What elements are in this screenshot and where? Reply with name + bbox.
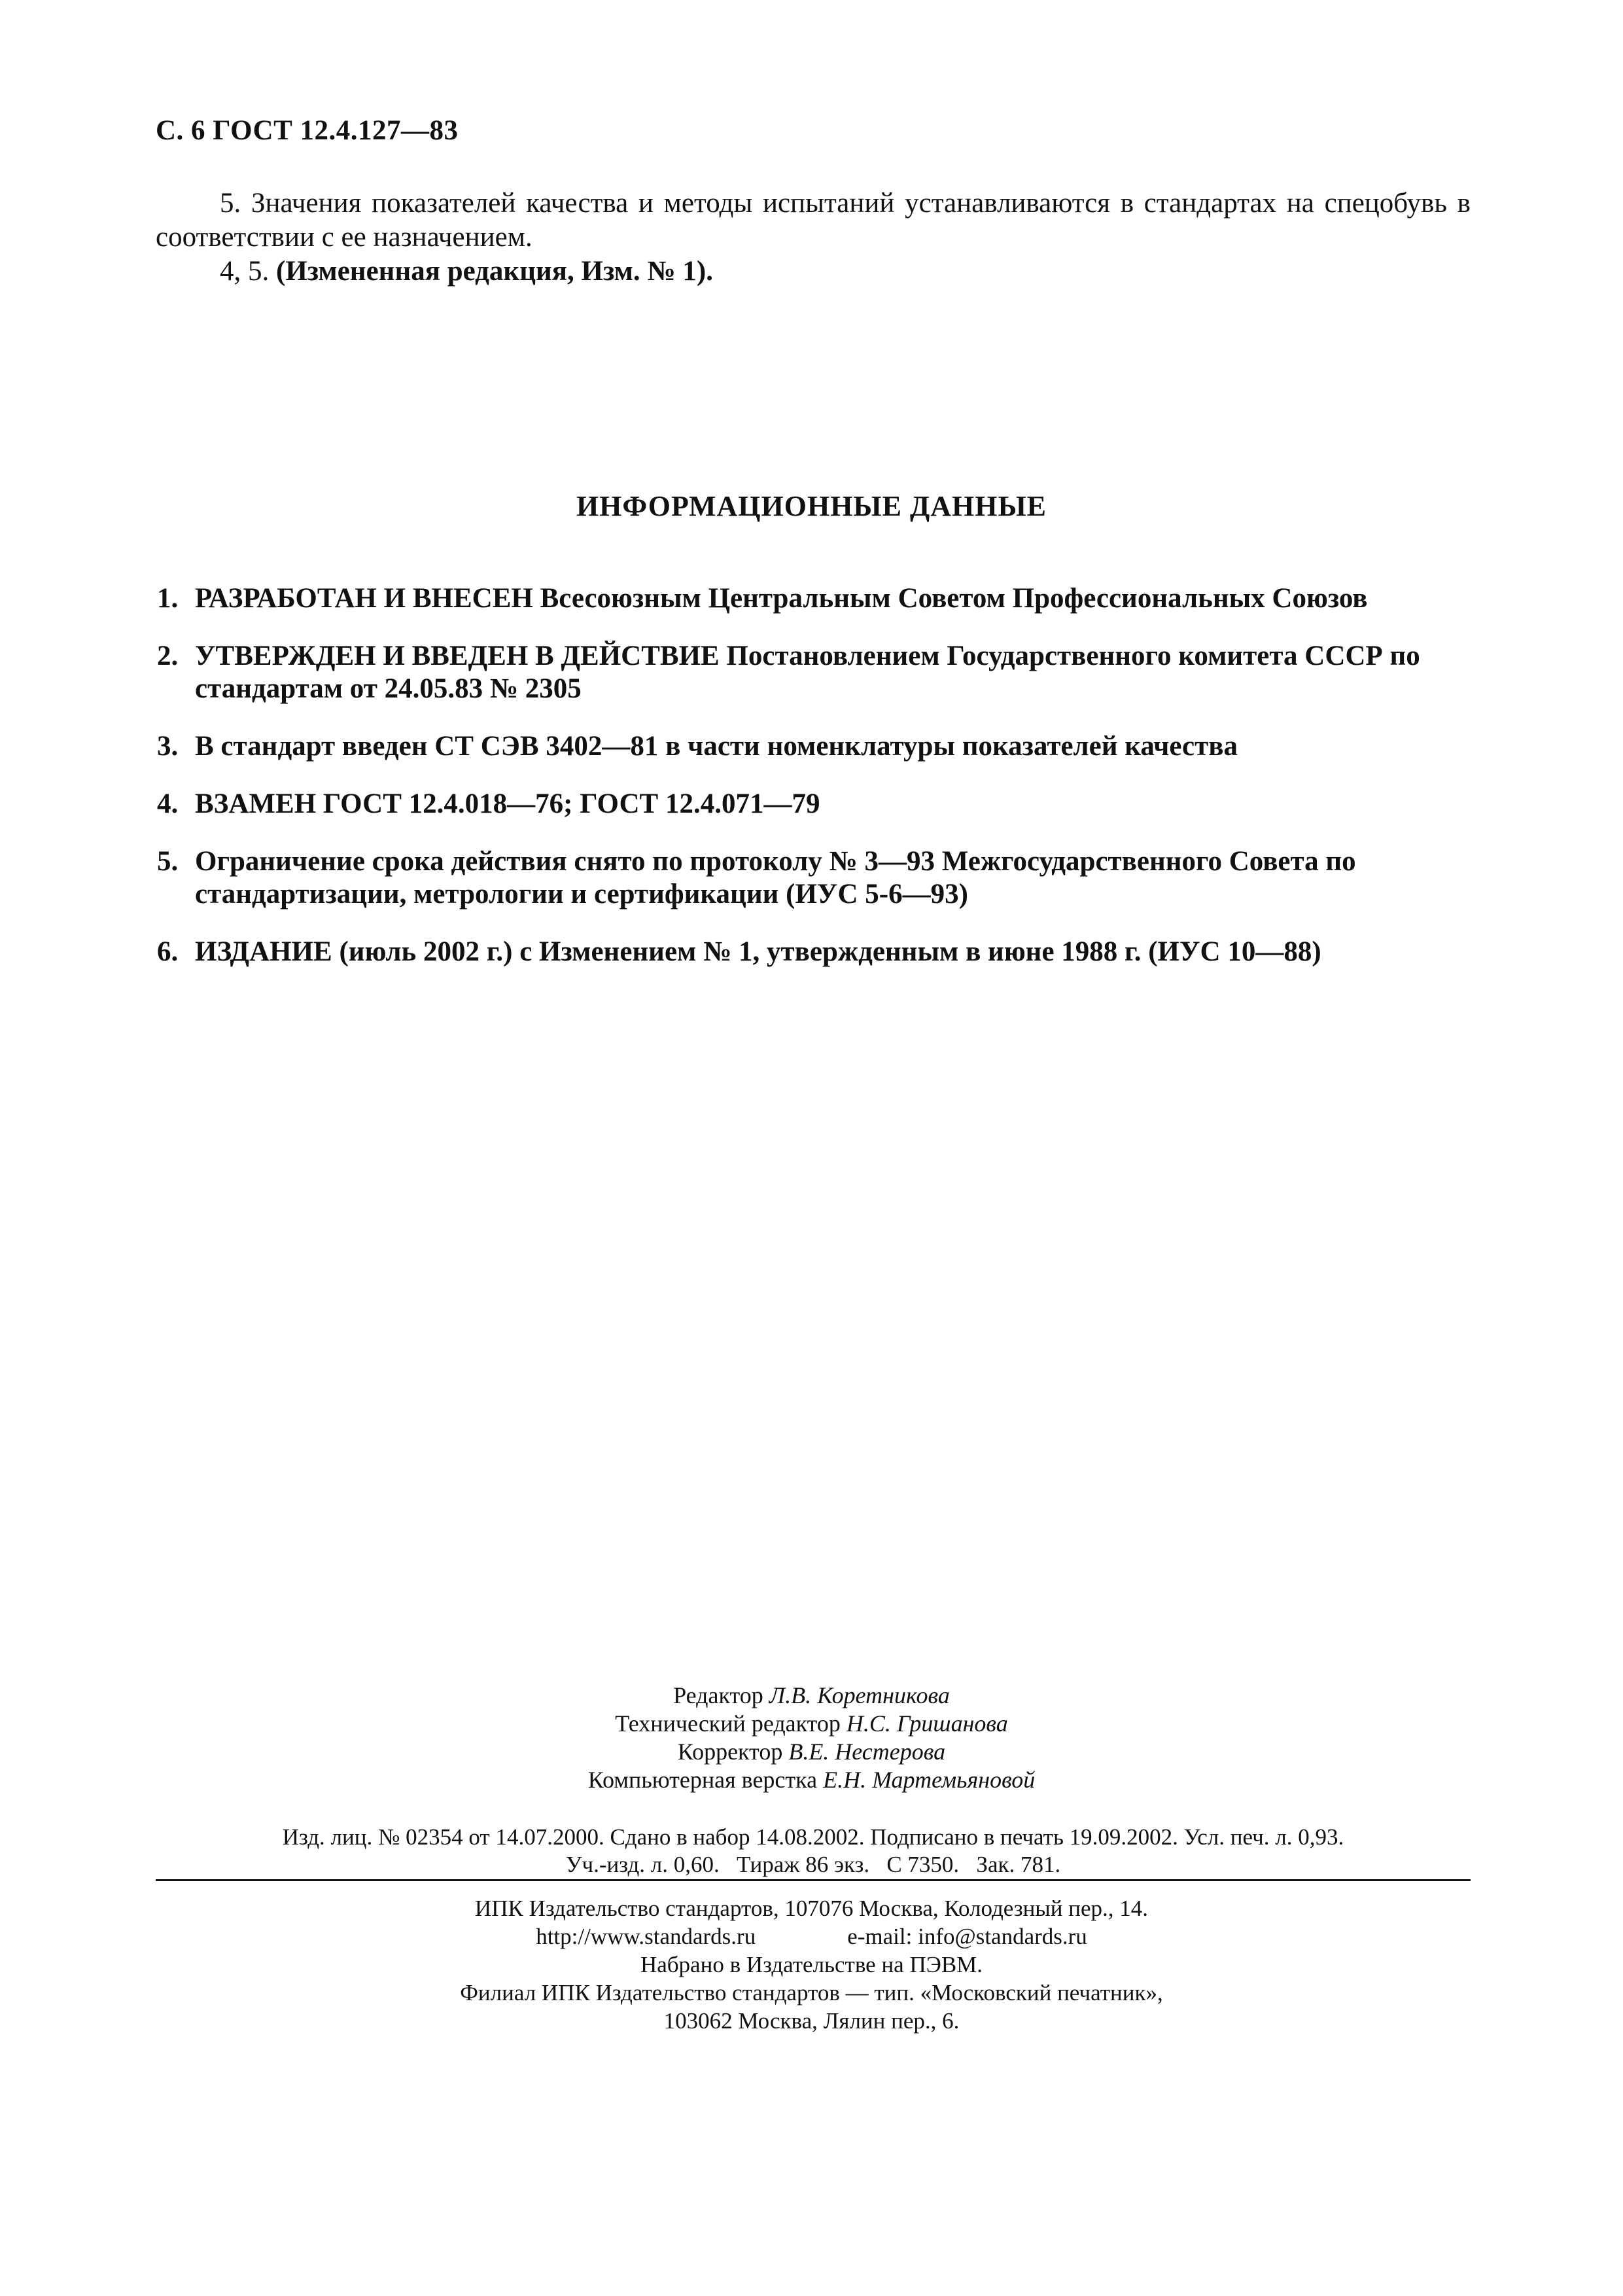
publisher-email: e-mail: info@standards.ru [847,1924,1087,1949]
info-item [157,936,1472,968]
credit-layout [0,1766,1623,1794]
credit-tech-editor [0,1710,1623,1738]
info-item-text: УТВЕРЖДЕН И ВВЕДЕН В ДЕЙСТВИЕ Постановлением Государственного комитета СССР по стандартам от 24.05.83 № 2305 [195,641,1420,704]
info-item [157,582,1472,615]
info-item-text: ВЗАМЕН ГОСТ 12.4.018—76; ГОСТ 12.4.071—79 [195,788,820,819]
info-item-number: 4. [157,788,179,819]
horizontal-rule [156,1879,1471,1881]
info-item-text: Ограничение срока действия снято по протоколу № 3—93 Межгосударственного Совета по стандартизации, метрологии и сертификации (ИУС 5-6—93) [195,846,1356,910]
credit-person: Л.В. Коретникова [769,1682,950,1708]
credit-role: Корректор [677,1739,783,1765]
imprint-block [156,1824,1471,1879]
info-item-number: 2. [157,641,179,671]
intro-section [156,186,1471,289]
info-section-title: ИНФОРМАЦИОННЫЕ ДАННЫЕ [576,490,1047,522]
publisher-website: http://www.standards.ru [536,1924,756,1949]
info-item-text: В стандарт введен СТ СЭВ 3402—81 в части номенклатуры показателей качества [195,731,1238,762]
info-item-text: ИЗДАНИЕ (июль 2002 г.) с Изменением № 1, утвержденным в июне 1988 г. (ИУС 10—88) [195,936,1321,967]
amendment-text: (Измененная редакция, Изм. № 1). [276,256,713,287]
amendment-ref: 4, 5. [220,256,270,287]
publisher-branch-address: 103062 Москва, Лялин пер., 6. [663,2008,960,2034]
info-list [157,582,1472,993]
credits-block [0,1682,1623,1794]
info-item-number: 5. [157,846,179,877]
credit-role: Компьютерная верстка [587,1767,818,1793]
paragraph-5: 5. Значения показателей качества и методы испытаний устанавливаются в стандартах на спецобувь в соответствии с ее назначением. [156,188,1471,253]
credit-person: Е.Н. Мартемьяновой [823,1767,1036,1793]
info-item [157,730,1472,763]
amendment-note [156,255,1471,289]
publisher-branch: Филиал ИПК Издательство стандартов — тип. «Московский печатник», [460,1980,1163,2005]
info-item-text: РАЗРАБОТАН И ВНЕСЕН Всесоюзным Центральным Советом Профессиональных Союзов [195,583,1368,614]
publisher-typeset-note: Набрано в Издательстве на ПЭВМ. [640,1952,983,1977]
imprint-line: Уч.-изд. л. 0,60. Тираж 86 экз. С 7350. Зак. 781. [565,1852,1061,1877]
credit-person: В.Е. Нестерова [788,1739,946,1765]
credit-proofreader [0,1738,1623,1766]
info-item [157,845,1472,911]
info-item-number: 1. [157,583,179,614]
info-item [157,640,1472,705]
credit-person: Н.С. Гришанова [846,1710,1008,1737]
info-item-number: 3. [157,731,179,762]
credit-editor [0,1682,1623,1710]
info-item [157,788,1472,821]
credit-role: Технический редактор [615,1710,841,1737]
info-item-number: 6. [157,936,179,967]
imprint-line: Изд. лиц. № 02354 от 14.07.2000. Сдано в набор 14.08.2002. Подписано в печать 19.09.2002. Усл. печ. л. 0,93. [282,1824,1344,1850]
publisher-block [0,1894,1623,2035]
page-header: С. 6 ГОСТ 12.4.127—83 [156,115,459,146]
credit-role: Редактор [673,1682,763,1708]
publisher-contacts [0,1922,1623,1951]
publisher-address: ИПК Издательство стандартов, 107076 Москва, Колодезный пер., 14. [474,1896,1149,1921]
